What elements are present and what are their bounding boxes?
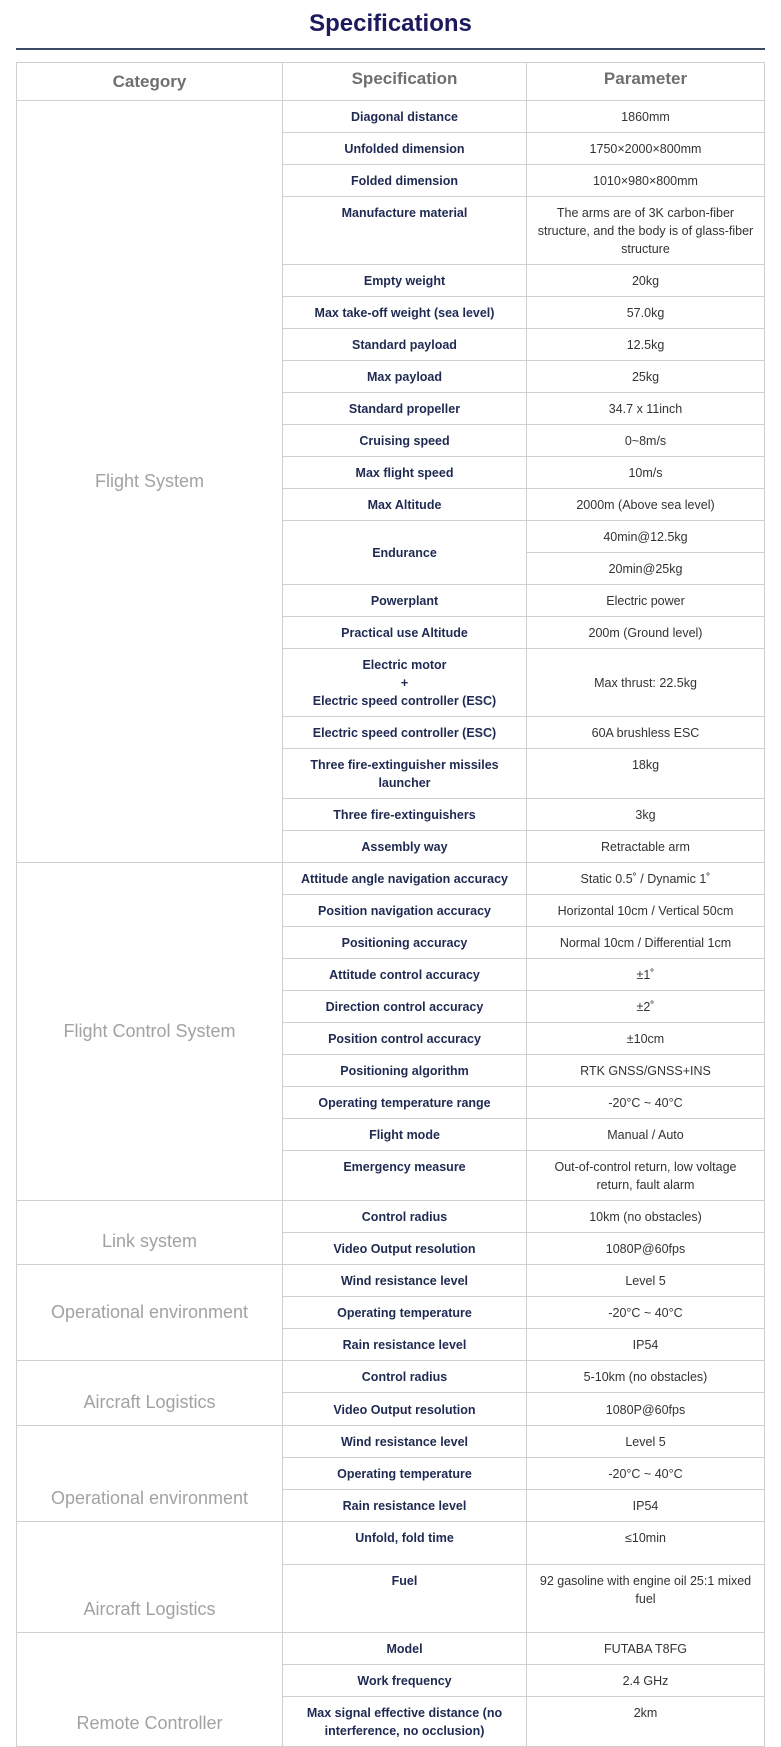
spec-value: Electric power (527, 585, 765, 617)
spec-value: Normal 10cm / Differential 1cm (527, 927, 765, 959)
spec-value: 18kg (527, 749, 765, 799)
spec-name: Standard propeller (283, 393, 527, 425)
spec-name: Standard payload (283, 329, 527, 361)
spec-value: 10km (no obstacles) (527, 1201, 765, 1233)
spec-value: 25kg (527, 361, 765, 393)
spec-name: Fuel (283, 1565, 527, 1633)
spec-name: Electric speed controller (ESC) (283, 717, 527, 749)
title-bar (16, 0, 765, 50)
spec-name: Max take-off weight (sea level) (283, 297, 527, 329)
spec-name: Attitude control accuracy (283, 959, 527, 991)
spec-value: 60A brushless ESC (527, 717, 765, 749)
spec-name: Wind resistance level (283, 1426, 527, 1458)
spec-value: Retractable arm (527, 831, 765, 863)
category-cell: Remote Controller (17, 1633, 283, 1747)
spec-value: 0~8m/s (527, 425, 765, 457)
spec-name: Work frequency (283, 1665, 527, 1697)
spec-value: Level 5 (527, 1265, 765, 1297)
spec-name: Folded dimension (283, 165, 527, 197)
specifications-table (16, 62, 765, 1747)
spec-value: 20min@25kg (527, 553, 765, 585)
header-category: Category (17, 63, 283, 101)
spec-value: Manual / Auto (527, 1119, 765, 1151)
spec-name: Flight mode (283, 1119, 527, 1151)
spec-name: Wind resistance level (283, 1265, 527, 1297)
spec-value: Horizontal 10cm / Vertical 50cm (527, 895, 765, 927)
spec-value: 200m (Ground level) (527, 617, 765, 649)
spec-name: Operating temperature (283, 1297, 527, 1329)
table-row (17, 1265, 765, 1297)
category-cell: Operational environment (17, 1426, 283, 1522)
spec-value: ±10cm (527, 1023, 765, 1055)
spec-name: Three fire-extinguishers (283, 799, 527, 831)
spec-value: RTK GNSS/GNSS+INS (527, 1055, 765, 1087)
table-row (17, 863, 765, 895)
spec-value: Out-of-control return, low voltage return, fault alarm (527, 1151, 765, 1201)
spec-name-line: Electric speed controller (ESC) (312, 694, 497, 708)
spec-value: 1860mm (527, 101, 765, 133)
spec-name: Emergency measure (283, 1151, 527, 1201)
table-row (17, 1361, 765, 1393)
category-cell: Flight Control System (17, 863, 283, 1201)
table-header-row (17, 63, 765, 101)
spec-value: 92 gasoline with engine oil 25:1 mixed fuel (527, 1565, 765, 1633)
spec-value: Static 0.5˚ / Dynamic 1˚ (527, 863, 765, 895)
spec-value: Level 5 (527, 1426, 765, 1458)
spec-value: The arms are of 3K carbon-fiber structure, and the body is of glass-fiber structure (527, 197, 765, 265)
spec-name: Operating temperature range (283, 1087, 527, 1119)
category-cell: Flight System (17, 101, 283, 863)
category-cell: Link system (17, 1201, 283, 1265)
spec-name-line: Electric motor (362, 658, 447, 672)
category-cell: Operational environment (17, 1265, 283, 1361)
spec-name: Unfolded dimension (283, 133, 527, 165)
spec-name: Operating temperature (283, 1458, 527, 1490)
spec-name: Practical use Altitude (283, 617, 527, 649)
spec-value: 5-10km (no obstacles) (527, 1361, 765, 1393)
spec-value: 34.7 x 11inch (527, 393, 765, 425)
spec-name: Control radius (283, 1201, 527, 1233)
spec-name: Position control accuracy (283, 1023, 527, 1055)
spec-name: Rain resistance level (283, 1490, 527, 1522)
page-title: Specifications (309, 10, 472, 37)
spec-value: IP54 (527, 1490, 765, 1522)
spec-value: IP54 (527, 1329, 765, 1361)
spec-value: FUTABA T8FG (527, 1633, 765, 1665)
spec-value: 2km (527, 1697, 765, 1747)
spec-name: Rain resistance level (283, 1329, 527, 1361)
table-row (17, 101, 765, 133)
spec-name: Control radius (283, 1361, 527, 1393)
spec-name (283, 649, 527, 717)
spec-value: -20°C ~ 40°C (527, 1458, 765, 1490)
spec-value: 40min@12.5kg (527, 521, 765, 553)
spec-value: 12.5kg (527, 329, 765, 361)
spec-value: -20°C ~ 40°C (527, 1297, 765, 1329)
spec-name: Video Output resolution (283, 1233, 527, 1265)
spec-value: ≤10min (527, 1522, 765, 1565)
spec-name: Position navigation accuracy (283, 895, 527, 927)
spec-name: Video Output resolution (283, 1393, 527, 1426)
category-cell: Aircraft Logistics (17, 1522, 283, 1633)
spec-name: Max flight speed (283, 457, 527, 489)
spec-name-line: + (400, 676, 409, 690)
spec-name: Endurance (283, 521, 527, 585)
spec-value: ±2˚ (527, 991, 765, 1023)
spec-value: 2000m (Above sea level) (527, 489, 765, 521)
spec-name: Assembly way (283, 831, 527, 863)
spec-name: Diagonal distance (283, 101, 527, 133)
table-row (17, 1201, 765, 1233)
spec-name: Three fire-extinguisher missiles launcher (283, 749, 527, 799)
spec-name: Manufacture material (283, 197, 527, 265)
spec-value: 1750×2000×800mm (527, 133, 765, 165)
spec-name: Unfold, fold time (283, 1522, 527, 1565)
header-parameter: Parameter (527, 63, 765, 101)
spec-value: -20°C ~ 40°C (527, 1087, 765, 1119)
spec-name: Max payload (283, 361, 527, 393)
spec-value: 2.4 GHz (527, 1665, 765, 1697)
spec-name: Empty weight (283, 265, 527, 297)
spec-value: 20kg (527, 265, 765, 297)
spec-name: Attitude angle navigation accuracy (283, 863, 527, 895)
header-specification: Specification (283, 63, 527, 101)
spec-value: ±1˚ (527, 959, 765, 991)
spec-name: Powerplant (283, 585, 527, 617)
category-cell: Aircraft Logistics (17, 1361, 283, 1426)
spec-value: 1080P@60fps (527, 1393, 765, 1426)
table-row (17, 1426, 765, 1458)
spec-value: 1010×980×800mm (527, 165, 765, 197)
spec-value: Max thrust: 22.5kg (527, 649, 765, 717)
spec-name: Max Altitude (283, 489, 527, 521)
table-row (17, 1633, 765, 1665)
spec-name: Positioning algorithm (283, 1055, 527, 1087)
spec-name: Cruising speed (283, 425, 527, 457)
spec-name: Positioning accuracy (283, 927, 527, 959)
spec-value: 3kg (527, 799, 765, 831)
spec-name: Direction control accuracy (283, 991, 527, 1023)
spec-name: Model (283, 1633, 527, 1665)
spec-value: 1080P@60fps (527, 1233, 765, 1265)
spec-value: 57.0kg (527, 297, 765, 329)
spec-name: Max signal effective distance (no interference, no occlusion) (283, 1697, 527, 1747)
table-row (17, 1522, 765, 1565)
spec-value: 10m/s (527, 457, 765, 489)
